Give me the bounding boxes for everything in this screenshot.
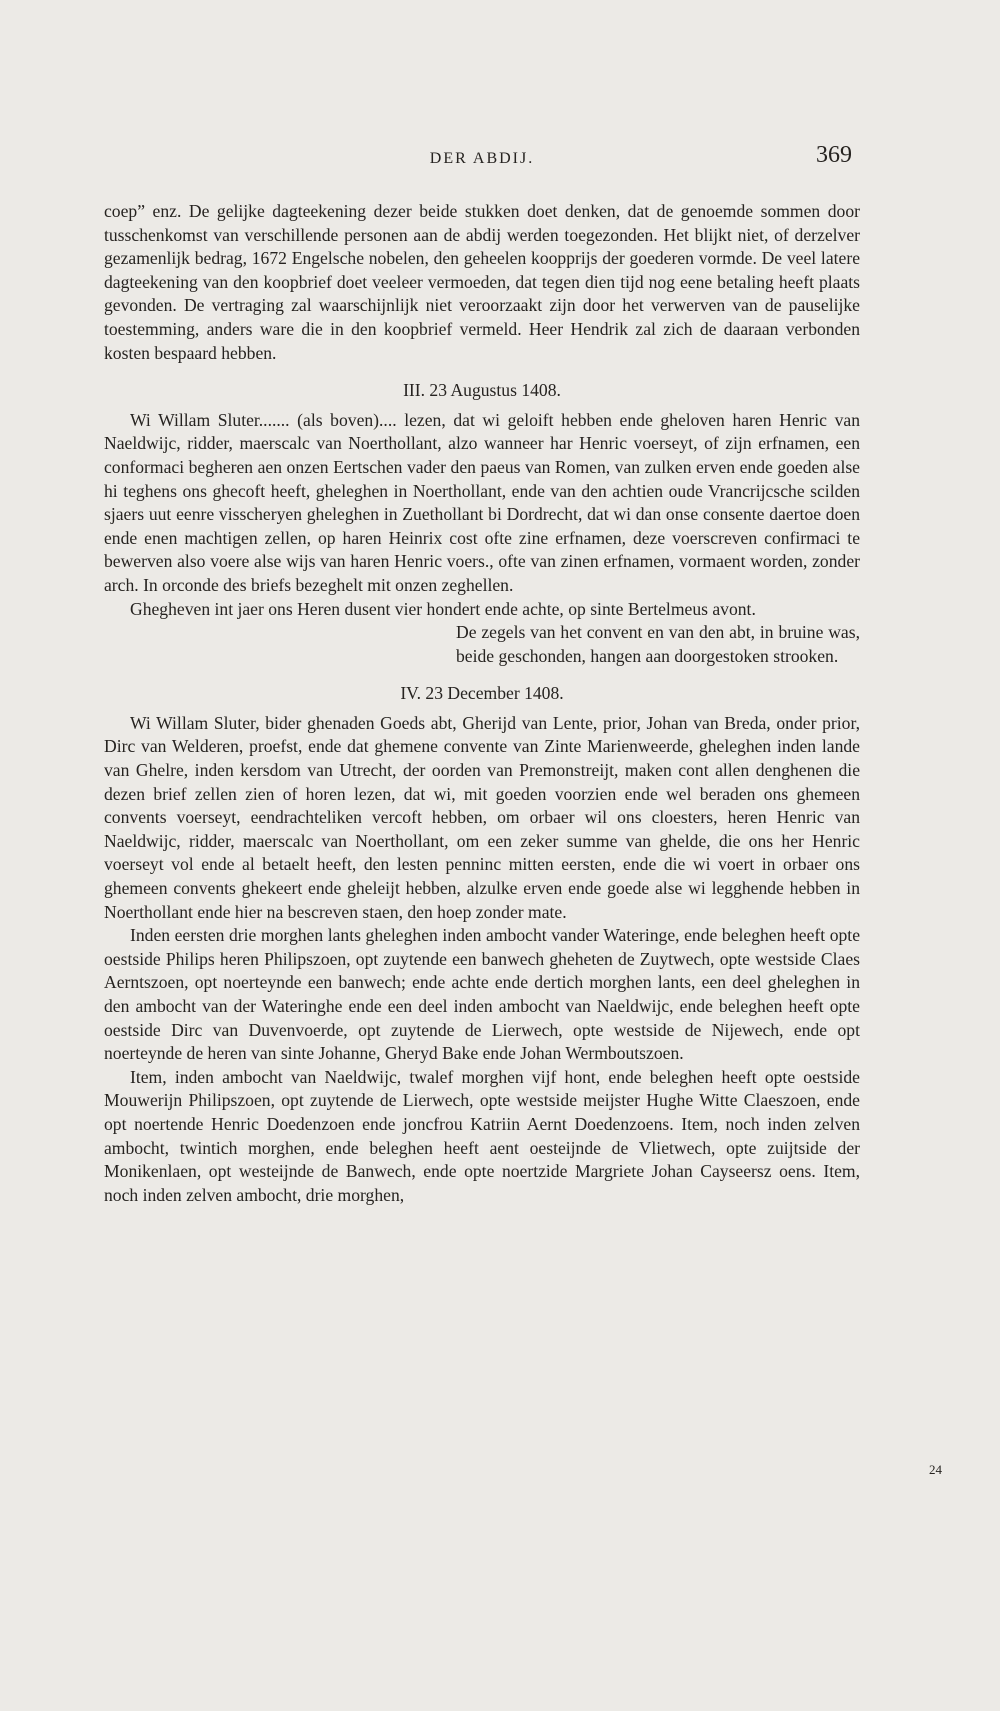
page-number: 369 [816, 142, 852, 168]
running-head: DER ABDIJ. [429, 150, 535, 167]
paragraph: Wi Willam Sluter, bider ghenaden Goeds abt, Gherijd van Lente, prior, Johan van Breda, onder prior, Dirc van Welderen, proefst, ende dat ghemene convente van Zinte Marienweerde, gheleghen inden lande van Ghelre, inden kersdom van Utrecht, der oorden van Premonstreijt, maken cont allen denghenen die dezen brief zellen zien of horen lezen, dat wi, mit goeden voorzien ende wel beraden ons ghemeen convents voerseyt, eendrachteliken vercoft hebben, om orbaer wil ons cloesters, heren Henric van Naeldwijc, ridder, maerscalc van Noerthollant, om een zeker summe van ghelde, die ons her Henric voerseyt vol ende al betaelt heeft, den lesten penninc mitten eersten, ende die wi voert in orbaer ons ghemeen convents ghekeert ende gheleijt hebben, alzulke erven ende goede alse wi legghende hebben in Noerthollant ende hier na bescreven staen, den hoep zonder mate. [104, 712, 860, 922]
body-text [104, 200, 860, 1207]
section-heading: IV. 23 December 1408. [400, 683, 564, 704]
signature-mark: 24 [929, 1462, 942, 1477]
paragraph: Item, inden ambocht van Naeldwijc, twalef morghen vijf hont, ende beleghen heeft opte oestside Mouwerijn Philipszoen, opt zuytende de Lierwech, opte westside meijster Hughe Witte Claeszoen, ende opt noertende Henric Doedenzoen ende joncfrou Katriin Aernt Doedenzoens. Item, noch inden zelven ambocht, twintich morghen, ende beleghen heeft aent oesteijnde de Vlietwech, opte zuijtside der Monikenlaen, opt westeijnde de Banwech, ende opte noertzide Margriete Johan Cayseersz oens. Item, noch inden zelven ambocht, drie morghen, [104, 1066, 860, 1205]
seal-note: De zegels van het convent en van den abt, in bruine was, beide geschonden, hangen aan doorgestoken strooken. [456, 622, 860, 666]
section-heading: III. 23 Augustus 1408. [403, 380, 561, 401]
page-header [104, 138, 860, 178]
paragraph: Inden eersten drie morghen lants gheleghen inden ambocht vander Wateringe, ende beleghen heeft opte oestside Philips heren Philipszoen, opt zuytende een banwech gheheten de Zuytwech, opte westside Claes Aerntszoen, opt noerteynde een banwech; ende achte ende dertich morghen lants, een deel gheleghen in den ambocht van der Wateringhe ende een deel inden ambocht van Naeldwijc, ende beleghen heeft opte oestside Dirc van Duvenvoerde, opt zuytende de Lierwech, opte westside de Nijewech, ende opt noerteynde de heren van sinte Johanne, Gheryd Bake ende Johan Wermboutszoen. [104, 925, 860, 1064]
paragraph: Ghegheven int jaer ons Heren dusent vier hondert ende achte, op sinte Bertelmeus avont. [130, 598, 756, 619]
paragraph: coep” enz. De gelijke dagteekening dezer beide stukken doet denken, dat de genoemde sommen door tusschenkomst van verschillende personen aan de abdij werden toegezonden. Het blijkt niet, of derzelver gezamenlijk bedrag, 1672 Engelsche nobelen, den geheelen koopprijs der goederen vormde. De veel latere dagteekening van den koopbrief doet veeleer vermoeden, dat tegen dien tijd nog eene betaling heeft plaats gevonden. De vertraging zal waarschijnlijk niet veroorzaakt zijn door het verwerven van de pauselijke toestemming, anders ware die in den koopbrief vermeld. Heer Hendrik zal zich de daaraan verbonden kosten bespaard hebben. [104, 201, 860, 363]
paragraph: Wi Willam Sluter....... (als boven).... lezen, dat wi geloift hebben ende gheloven haren Henric van Naeldwijc, ridder, maerscalc van Noerthollant, alzo wanneer har Henric voerseyt, of zijn erfnamen, een conformaci begheren aen onzen Eertschen vader den paeus van Romen, van zulken erven ende goeden alse hi teghens ons ghecoft heeft, gheleghen in Noerthollant, ende van den achtien oude Vrancrijcsche scilden sjaers uut eenre visscheryen gheleghen in Zuethollant bi Dordrecht, dat wi dan onse consente daertoe doen ende enen machtigen zellen, op haren Heinrix cost ofte zine erfnamen, deze voerscreven confirmaci te bewerven also voere alse wijs van haren Henric voers., ofte van zinen erfnamen, vormaent worden, zonder arch. In orconde des briefs bezeghelt mit onzen zeghellen. [104, 409, 860, 595]
